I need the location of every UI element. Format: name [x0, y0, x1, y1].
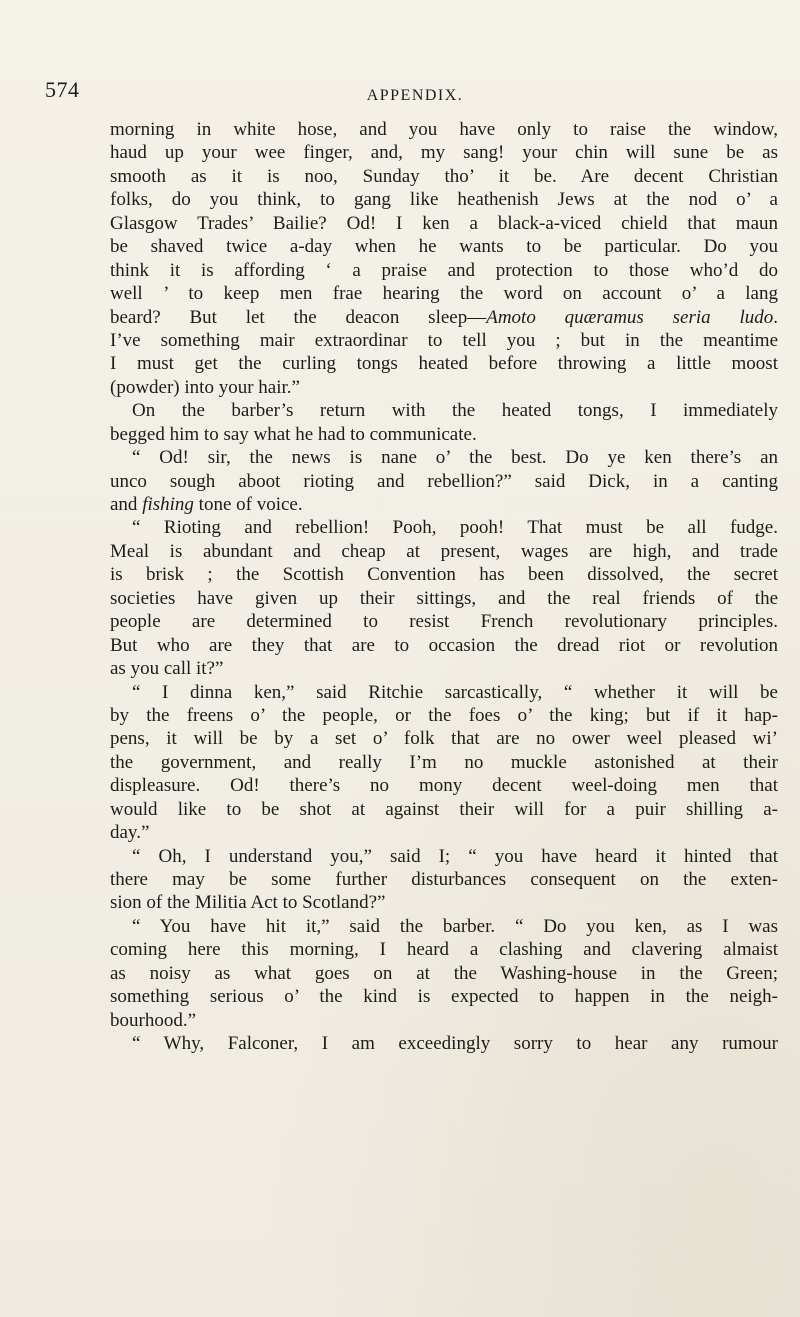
text-line: displeasure. Od! there’s no mony decent weel-doing men that: [110, 775, 778, 797]
text-line: there may be some further disturbances consequent on the exten-: [110, 869, 778, 890]
text-line: I must get the curling tongs heated before throwing a little moost: [110, 353, 778, 375]
text-line: well ’ to keep men frae hearing the word on account o’ a lang: [110, 283, 778, 305]
text-line: something serious o’ the kind is expected to happen in the neigh-: [110, 986, 778, 1008]
text-line: (powder) into your hair.”: [110, 376, 300, 398]
text-line: think it is affording ‘ a praise and protection to those who’d do: [110, 259, 778, 281]
text-line: Glasgow Trades’ Bailie? Od! I ken a black-a-viced chield that maun: [110, 212, 778, 234]
text-line: the government, and really I’m no muckle astonished at their: [110, 751, 778, 773]
text-line: I’ve something mair extraordinar to tell you ; but in the meantime: [110, 329, 778, 351]
text-line: by the freens o’ the people, or the foes o’ the king; but if it hap-: [110, 704, 778, 726]
text-line: “ Od! sir, the news is nane o’ the best. Do ye ken there’s an: [132, 447, 778, 469]
text-line: morning in white hose, and you have only to raise the window,: [110, 119, 778, 140]
text-line: “ Rioting and rebellion! Pooh, pooh! That must be all fudge.: [132, 517, 778, 539]
text-line: coming here this morning, I heard a clashing and clavering almaist: [110, 939, 778, 961]
text-line: people are determined to resist French revolutionary principles.: [110, 611, 778, 633]
text-line: [110, 306, 778, 329]
text-line: as you call it?”: [110, 658, 224, 680]
text-line: But who are they that are to occasion the dread riot or revolution: [110, 634, 778, 656]
text-line: would like to be shot at against their will for a puir shilling a-: [110, 798, 778, 820]
text-line: as noisy as what goes on at the Washing-house in the Green;: [110, 962, 778, 984]
text-line: On the barber’s return with the heated tongs, I immediately: [132, 400, 778, 422]
italic-phrase: Amoto quæramus seria ludo: [486, 306, 774, 328]
text-segment: .: [773, 306, 778, 328]
page-number: 574: [45, 77, 80, 102]
text-line: bourhood.”: [110, 1009, 197, 1031]
text-line: haud up your wee finger, and, my sang! your chin will sune be as: [110, 142, 778, 164]
body-text: [110, 118, 778, 1056]
text-line: pens, it will be by a set o’ folk that are no ower weel pleased wi’: [110, 728, 778, 750]
text-line: is brisk ; the Scottish Convention has been dissolved, the secret: [110, 564, 778, 586]
text-line: folks, do you think, to gang like heathenish Jews at the nod o’ a: [110, 189, 778, 211]
text-line: sion of the Militia Act to Scotland?”: [110, 892, 386, 914]
text-line: “ Why, Falconer, I am exceedingly sorry to hear any rumour: [132, 1033, 778, 1055]
text-line: societies have given up their sittings, and the real friends of the: [110, 587, 778, 609]
text-line: smooth as it is noo, Sunday tho’ it be. Are decent Christian: [110, 165, 778, 187]
text-line: Meal is abundant and cheap at present, wages are high, and trade: [110, 540, 778, 562]
text-line: “ I dinna ken,” said Ritchie sarcastically, “ whether it will be: [132, 681, 778, 703]
text-line: [110, 493, 778, 516]
text-line: “ You have hit it,” said the barber. “ Do you ken, as I was: [132, 915, 778, 937]
running-head: APPENDIX.: [366, 87, 464, 104]
text-line: begged him to say what he had to communicate.: [110, 423, 477, 445]
text-segment: and: [110, 494, 143, 515]
text-line: day.”: [110, 822, 150, 844]
text-line: unco sough aboot rioting and rebellion?” said Dick, in a canting: [110, 470, 778, 492]
text-segment: tone of voice.: [193, 494, 303, 515]
text-line: be shaved twice a-day when he wants to be particular. Do you: [110, 236, 778, 258]
text-line: “ Oh, I understand you,” said I; “ you have heard it hinted that: [132, 845, 778, 867]
text-segment: beard? But let the deacon sleep—: [110, 306, 487, 328]
italic-phrase: fishing: [142, 494, 194, 515]
